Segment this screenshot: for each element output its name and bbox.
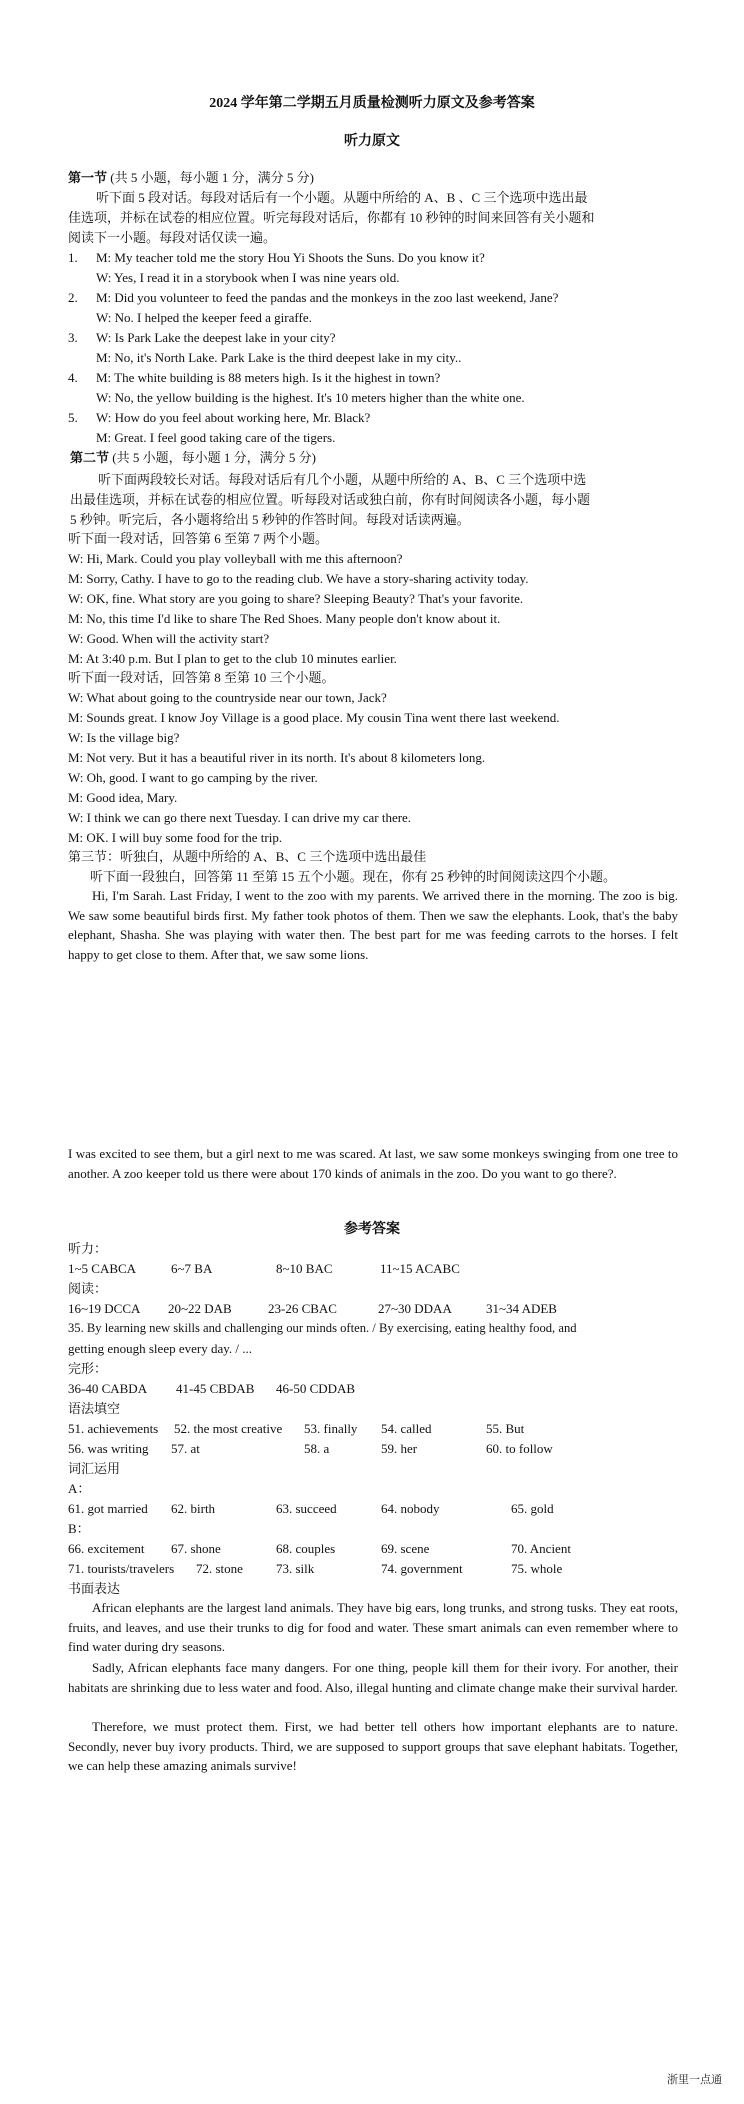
section1-label: 第一节 [68, 170, 108, 185]
dialogue-number: 3. [68, 330, 78, 345]
listening-label: 听力： [68, 1241, 108, 1256]
cloze-label: 完形： [68, 1361, 108, 1376]
answer-item: 31~34 ADEB [486, 1301, 557, 1316]
monologue-paragraph: Hi, I'm Sarah. Last Friday, I went to the zoo with my parents. We arrived there in the morning. The zoo is big. We saw some beautiful birds first. My father took photos of them. Then we saw the elephants. Look, that's the baby elephant, Shasha. She was playing with water then. The best part for me was feeding carrots to the horses. I felt happy to get close to them. After that, we saw some lions. [68, 888, 678, 962]
answer-item: 8~10 BAC [276, 1261, 333, 1276]
transcript-line: M: OK. I will buy some food for the trip. [68, 830, 283, 845]
transcript-line: M: At 3:40 p.m. But I plan to get to the club 10 minutes earlier. [68, 651, 397, 666]
dialogue-text: M: Did you volunteer to feed the pandas and the monkeys in the zoo last weekend, Jane? [96, 290, 559, 305]
dialogue-number: 2. [68, 290, 78, 305]
transcript-line: W: I think we can go there next Tuesday. I can drive my car there. [68, 810, 412, 825]
answer-item: 20~22 DAB [168, 1301, 232, 1316]
transcript-line: M: Not very. But it has a beautiful river in its north. It's about 8 kilometers long. [68, 750, 486, 765]
section1-note: (共 5 小题，每小题 1 分，满分 5 分) [110, 170, 314, 185]
dialogue-number: 5. [68, 410, 78, 425]
page-title: 2024 学年第二学期五月质量检测听力原文及参考答案 [209, 96, 535, 111]
section2-note: (共 5 小题，每小题 1 分，满分 5 分) [112, 450, 316, 465]
dialogue-text: W: How do you feel about working here, Mr. Black? [96, 410, 371, 425]
answer-item: 67. shone [171, 1541, 221, 1556]
answer-item: 52. the most creative [174, 1421, 283, 1436]
answer-item: 55. But [486, 1421, 525, 1436]
part-a-label: A： [68, 1481, 91, 1496]
vocab-b-answers-row [68, 1560, 668, 1578]
answer-item: 53. finally [304, 1421, 358, 1436]
dialogue-line: W: No, the yellow building is the highest. It's 10 meters higher than the white one. [96, 390, 525, 405]
essay-paragraph: Therefore, we must protect them. First, we had better tell others how important elephants are to nature. Secondly, never buy ivory products. Third, we are supposed to support groups that save elephant habitats. Together, we can help these amazing animals survive! [68, 1719, 678, 1774]
answer-item: 1~5 CABCA [68, 1261, 137, 1276]
section1-instruction-line: 听下面 5 段对话。每段对话后有一个小题。从题中所给的 A、B 、C 三个选项中选出最 [96, 190, 588, 205]
transcript-line: M: Good idea, Mary. [68, 790, 178, 805]
dialogue-line [68, 329, 336, 346]
answer-item: 11~15 ACABC [380, 1261, 460, 1276]
dialogue-text: W: Is Park Lake the deepest lake in your city? [96, 330, 336, 345]
transcript-line: M: Sorry, Cathy. I have to go to the reading club. We have a story-sharing activity today. [68, 571, 529, 586]
answer-item: 6~7 BA [171, 1261, 213, 1276]
section1-header [68, 169, 314, 186]
answer-item: 63. succeed [276, 1501, 337, 1516]
answer-item: 72. stone [196, 1561, 243, 1576]
answer-item: 58. a [304, 1441, 330, 1456]
answer-item: 70. Ancient [511, 1541, 571, 1556]
q35-answer-line: 35. By learning new skills and challenging our minds often. / By exercising, eating healthy food, and [68, 1321, 577, 1335]
dialogue-line: W: No. I helped the keeper feed a giraffe. [96, 310, 312, 325]
transcript-line: M: No, this time I'd like to share The Red Shoes. Many people don't know about it. [68, 611, 501, 626]
answer-item: 54. called [381, 1421, 432, 1436]
answer-item: 71. tourists/travelers [68, 1561, 175, 1576]
dialogue-line: M: No, it's North Lake. Park Lake is the third deepest lake in my city.. [96, 350, 462, 365]
answer-item: 64. nobody [381, 1501, 440, 1516]
answer-item: 56. was writing [68, 1441, 149, 1456]
answer-item: 51. achievements [68, 1421, 159, 1436]
answer-item: 23-26 CBAC [268, 1301, 337, 1316]
listening-answers [68, 1260, 668, 1278]
transcript-line: W: OK, fine. What story are you going to share? Sleeping Beauty? That's your favorite. [68, 591, 524, 606]
transcript-line: W: Hi, Mark. Could you play volleyball with me this afternoon? [68, 551, 403, 566]
essay-paragraph: Sadly, African elephants face many dangers. For one thing, people kill them for their ivory. For another, their habitats are shrinking due to less water and food. Also, illegal hunting and climate change make their survival harder. [68, 1660, 678, 1695]
answer-item: 57. at [171, 1441, 200, 1456]
dialogue-number: 4. [68, 370, 78, 385]
dialogue-number: 1. [68, 250, 78, 265]
grammar-answers-row [68, 1420, 668, 1438]
answer-item: 27~30 DDAA [378, 1301, 452, 1316]
transcript-line: W: Oh, good. I want to go camping by the river. [68, 770, 318, 785]
transcript-heading: 听力原文 [344, 134, 400, 149]
dialogue-text: M: The white building is 88 meters high. Is it the highest in town? [96, 370, 441, 385]
dialogue-line [68, 289, 558, 306]
essay-paragraph: African elephants are the largest land animals. They have big ears, long trunks, and strong tusks. They eat roots, fruits, and leaves, and use their trunks to dig for food and water. These smart animals can even remember where to find water during dry seasons. [68, 1600, 678, 1655]
reading-label: 阅读： [68, 1281, 108, 1296]
dialogue-line: M: Great. I feel good taking care of the tigers. [96, 430, 336, 445]
footer-watermark: 浙里一点通 [667, 2074, 722, 2086]
answer-item: 16~19 DCCA [68, 1301, 141, 1316]
answer-item: 75. whole [511, 1561, 563, 1576]
dialogue-line [68, 249, 485, 266]
section2-instruction-line: 5 秒钟。听完后，各小题将给出 5 秒钟的作答时间。每段对话读两遍。 [70, 512, 470, 527]
answer-item: 36-40 CABDA [68, 1381, 148, 1396]
answer-item: 65. gold [511, 1501, 554, 1516]
dialogue-line: W: Yes, I read it in a storybook when I was nine years old. [96, 270, 400, 285]
answers-heading: 参考答案 [344, 1222, 400, 1237]
section1-instruction-line: 佳选项，并标在试卷的相应位置。听完每段对话后，你都有 10 秒钟的时间来回答有关小题和 [68, 210, 595, 225]
dialogue-text: M: My teacher told me the story Hou Yi Shoots the Suns. Do you know it? [96, 250, 485, 265]
transcript-line: 听下面一段对话，回答第 8 至第 10 三个小题。 [68, 670, 335, 685]
answer-item: 66. excitement [68, 1541, 145, 1556]
monologue-paragraph: I was excited to see them, but a girl next to me was scared. At last, we saw some monkeys swinging from one tree to another. A zoo keeper told us there were about 170 kinds of animals in the zoo. Do you want to go there?. [68, 1146, 678, 1181]
dialogue-line [68, 409, 370, 426]
cloze-answers [68, 1380, 468, 1398]
section2-instruction-line: 出最佳选项，并标在试卷的相应位置。听每段对话或独白前，你有时间阅读各小题，每小题 [70, 492, 591, 507]
vocab-a-answers [68, 1500, 668, 1518]
reading-answers [68, 1300, 678, 1318]
dialogue-line [68, 369, 440, 386]
answer-item: 68. couples [276, 1541, 336, 1556]
transcript-line: W: Good. When will the activity start? [68, 631, 270, 646]
section3-instruction: 听下面一段独白，回答第 11 至第 15 五个小题。现在，你有 25 秒钟的时间阅读这四个小题。 [90, 869, 617, 884]
answer-item: 73. silk [276, 1561, 315, 1576]
answer-item: 59. her [381, 1441, 418, 1456]
vocab-b-answers-row [68, 1540, 668, 1558]
transcript-line: M: Sounds great. I know Joy Village is a good place. My cousin Tina went there last weekend. [68, 710, 560, 725]
section1-instruction-line: 阅读下一小题。每段对话仅读一遍。 [68, 230, 277, 245]
transcript-line: W: What about going to the countryside near our town, Jack? [68, 690, 387, 705]
transcript-line: 听下面一段对话，回答第 6 至第 7 两个小题。 [68, 531, 329, 546]
answer-item: 62. birth [171, 1501, 216, 1516]
answer-item: 60. to follow [486, 1441, 553, 1456]
answer-item: 41-45 CBDAB [176, 1381, 255, 1396]
part-b-label: B： [68, 1521, 90, 1536]
section2-label: 第二节 [70, 450, 110, 465]
answer-item: 61. got married [68, 1501, 148, 1516]
writing-label: 书面表达 [68, 1581, 121, 1596]
transcript-line: W: Is the village big? [68, 730, 180, 745]
answer-item: 74. government [381, 1561, 463, 1576]
section2-instruction-line: 听下面两段较长对话。每段对话后有几个小题，从题中所给的 A、B、C 三个选项中选 [98, 472, 587, 487]
grammar-label: 语法填空 [68, 1401, 121, 1416]
answer-item: 69. scene [381, 1541, 430, 1556]
section2-header [70, 449, 316, 466]
section3-heading: 第三节：听独白，从题中所给的 A、B、C 三个选项中选出最佳 [68, 849, 427, 864]
q35-answer-line: getting enough sleep every day. / ... [68, 1341, 252, 1356]
grammar-answers-row [68, 1440, 668, 1458]
vocab-label: 词汇运用 [68, 1461, 121, 1476]
answer-item: 46-50 CDDAB [276, 1381, 356, 1396]
